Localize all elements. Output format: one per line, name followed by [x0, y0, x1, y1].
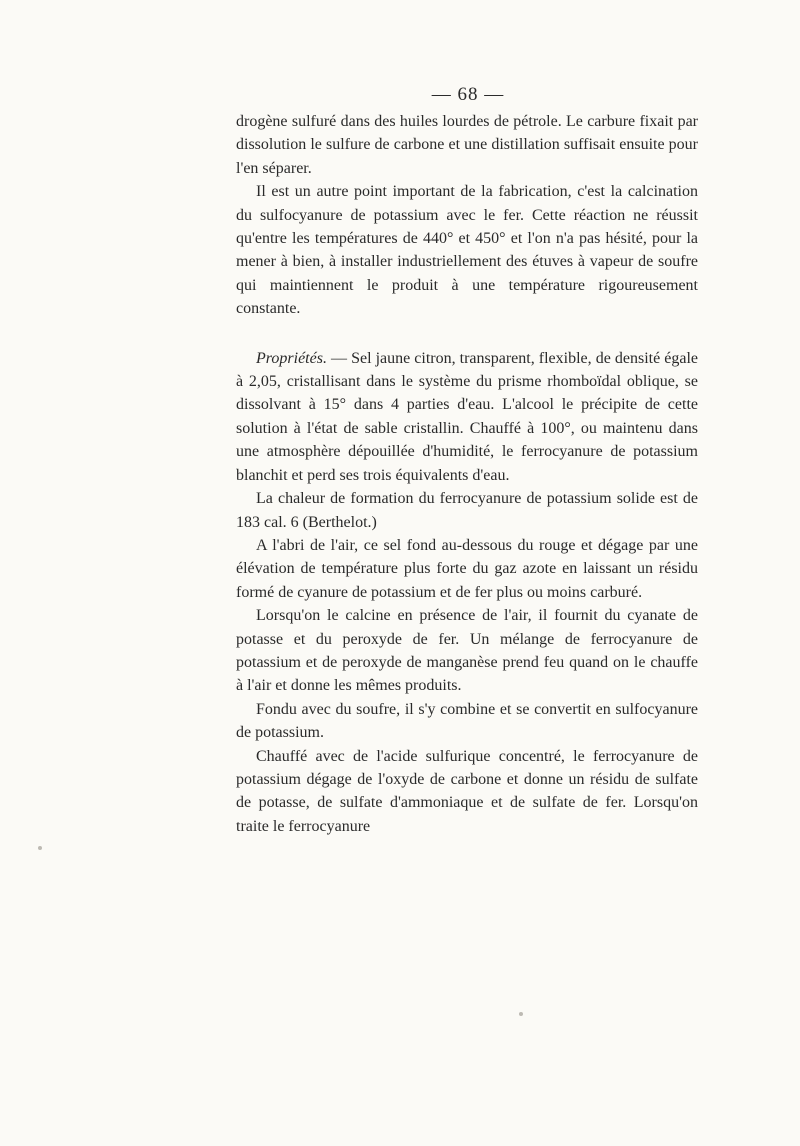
paragraph-text: A l'abri de l'air, ce sel fond au-dessous du rouge et dégage par une élévation de température plus forte du gaz azote en laissant un résidu formé de cyanure de potassium et de fer plus ou moins carburé. — [236, 536, 698, 601]
paragraph — [236, 180, 698, 320]
paragraph — [236, 604, 698, 698]
page-number: — 68 — — [431, 84, 505, 105]
paragraph-text: La chaleur de formation du ferrocyanure de potassium solide est de 183 cal. 6 (Berthelot.) — [236, 490, 698, 531]
paragraph — [236, 110, 698, 180]
body-text — [236, 110, 698, 838]
paragraph — [236, 487, 698, 534]
paragraph-text: Lorsqu'on le calcine en présence de l'air, il fournit du cyanate de potasse et du peroxyde de fer. Un mélange de ferrocyanure de potassium et de peroxyde de manganèse prend feu quand on le chauffe à l'air et donne les mêmes produits. — [236, 607, 698, 695]
paragraph — [236, 534, 698, 604]
paragraph-text: drogène sulfuré dans des huiles lourdes de pétrole. Le carbure fixait par dissolution le sulfure de carbone et une distillation suffisait ensuite pour l'en séparer. — [236, 113, 698, 177]
paragraph-text: Chauffé avec de l'acide sulfurique concentré, le ferrocyanure de potassium dégage de l'oxyde de carbone et donne un résidu de sulfate de potasse, de sulfate d'ammoniaque et de sulfate de fer. Lorsqu'on traite le ferrocyanure — [236, 747, 698, 835]
paragraph-text: Il est un autre point important de la fabrication, c'est la calcination du sulfocyanure de potassium avec le fer. Cette réaction ne réussit qu'entre les températures de 440° et 450° et l'on n'a pas hésité, pour la mener à bien, à installer industriellement des étuves à vapeur de soufre qui maintiennent le produit à une température rigoureusement constante. — [236, 183, 698, 318]
paragraph — [236, 698, 698, 745]
paragraph-text: — Sel jaune citron, transparent, flexible, de densité égale à 2,05, cristallisant dans le système du prisme rhomboïdal oblique, se dissolvant à 15° dans 4 parties d'eau. L'alcool le précipite de cette solution à l'état de sable cristallin. Chauffé à 100°, ou maintenu dans une atmosphère dépouillée d'humidité, le ferrocyanure de potassium blanchit et perd ses trois équivalents d'eau. — [236, 349, 698, 484]
paper-speck — [519, 1012, 523, 1016]
section-lead: Propriétés. — [256, 349, 327, 367]
paragraph — [236, 745, 698, 839]
paper-speck — [38, 846, 42, 850]
paragraph — [236, 347, 698, 487]
paragraph-text: Fondu avec du soufre, il s'y combine et se convertit en sulfocyanure de potassium. — [236, 700, 698, 742]
